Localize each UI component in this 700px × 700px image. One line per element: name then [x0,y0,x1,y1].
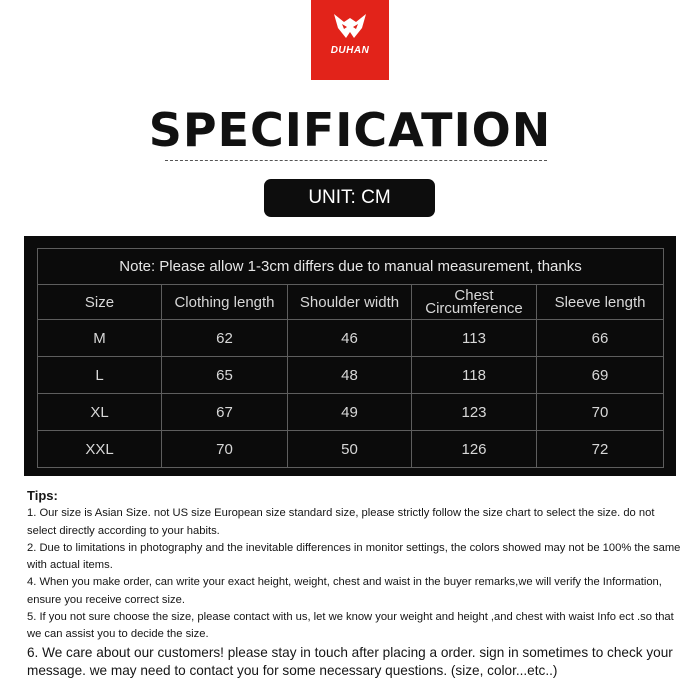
table-row [38,431,664,468]
size-table [37,248,664,468]
header-sleeve-length: Sleeve length [537,285,664,320]
table-row [38,394,664,431]
table-row [38,320,664,357]
cell-size: L [38,357,162,394]
header-chest-line2: Circumference [425,300,523,317]
fox-head-icon [332,12,368,40]
cell-size: XXL [38,431,162,468]
cell-shoulder-width: 46 [288,320,412,357]
cell-shoulder-width: 50 [288,431,412,468]
cell-chest: 126 [412,431,537,468]
brand-name: DUHAN [330,45,370,56]
cell-chest: 118 [412,357,537,394]
size-table-panel [24,236,676,476]
cell-sleeve-length: 70 [537,394,664,431]
cell-chest: 113 [412,320,537,357]
header-clothing-length: Clothing length [162,285,288,320]
header-chest-circumference [412,285,537,320]
cell-shoulder-width: 48 [288,357,412,394]
title-divider [165,160,547,161]
header-shoulder-width: Shoulder width [288,285,412,320]
tip-item: 4. When you make order, can write your exact height, weight, chest and waist in the buyer remarks,we will verify the Information, ensure you receive correct size. [27,576,662,606]
cell-sleeve-length: 66 [537,320,664,357]
tip-item: 6. We care about our customers! please stay in touch after placing a order. sign in sometimes to check your message. we may need to contact you for some necessary questions. (size, color...etc..) [27,644,673,678]
cell-clothing-length: 62 [162,320,288,357]
cell-clothing-length: 65 [162,357,288,394]
table-row [38,357,664,394]
page-title: SPECIFICATION [148,103,552,157]
tip-item: 2. Due to limitations in photography and the inevitable differences in monitor settings, the colors showed may not be 100% the same with actual items. [27,541,681,572]
header-chest-line1: Chest [454,287,494,304]
cell-size: XL [38,394,162,431]
tips-title: Tips: [27,488,58,503]
cell-sleeve-length: 72 [537,431,664,468]
table-note: Note: Please allow 1-3cm differs due to manual measurement, thanks [38,249,664,285]
tip-item: 5. If you not sure choose the size, please contact with us, let we know your weight and height ,and chest with waist Info ect .so that we can assist you to decide the size. [27,611,674,641]
brand-logo [311,0,389,80]
cell-chest: 123 [412,394,537,431]
cell-size: M [38,320,162,357]
cell-clothing-length: 67 [162,394,288,431]
tips-section [27,487,682,680]
cell-shoulder-width: 49 [288,394,412,431]
table-header-row [38,285,664,320]
cell-sleeve-length: 69 [537,357,664,394]
tip-item: 1. Our size is Asian Size. not US size European size standard size, please strictly follow the size chart to select the size. do not select directly according to your habits. [27,507,655,537]
unit-badge: UNIT: CM [264,179,435,217]
header-size: Size [38,285,162,320]
cell-clothing-length: 70 [162,431,288,468]
